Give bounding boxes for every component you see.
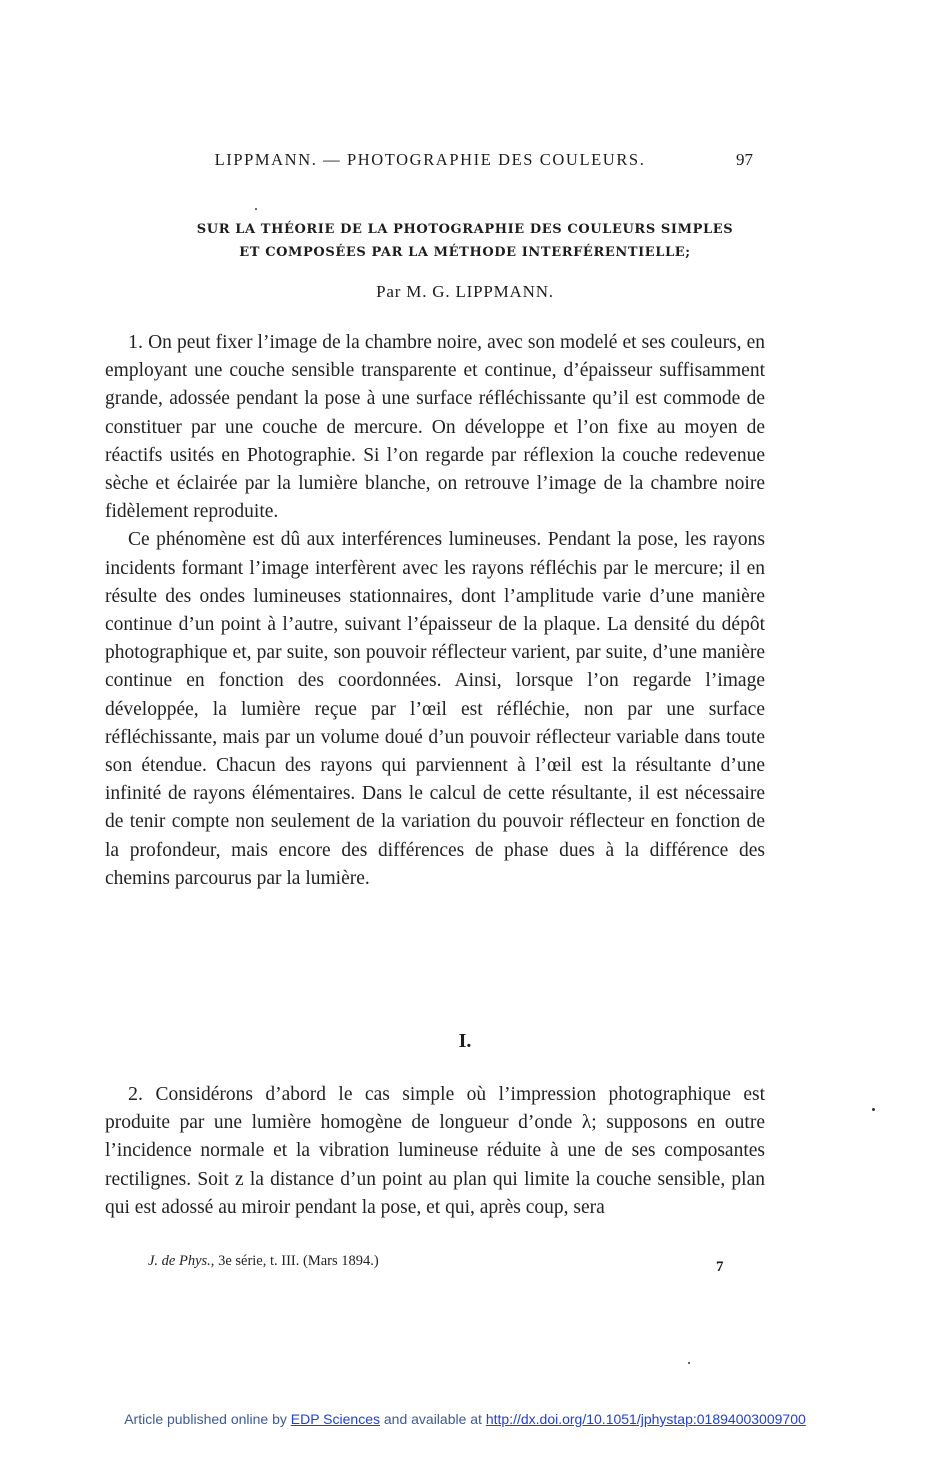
running-header (0, 150, 930, 174)
paragraph-number-2: 2. (128, 1083, 143, 1105)
publisher-notice (0, 1411, 930, 1427)
journal-volume: 3e série, t. III. (Mars 1894.) (218, 1253, 379, 1269)
margin-dot (872, 1108, 875, 1111)
article-title-line-1: SUR LA THÉORIE DE LA PHOTOGRAPHIE DES COULEURS SIMPLES (196, 222, 734, 237)
paragraph-3-text: Considérons d’abord le cas simple où l’impression photographique est produite par une lumière homogène de longueur d’onde λ; supposons en outre l’incidence normale et la vibration lumineuse réduite à une de ses composantes rectilignes. Soit z la distance d’un point au plan qui limite la couche sensible, plan qui est adossé au miroir pendant la pose, et qui, après coup, sera (105, 1084, 766, 1218)
paragraph-1-text: On peut fixer l’image de la chambre noire, avec son modelé et ses couleurs, en employant une couche sensible transparente et continue, d’épaisseur suffisamment grande, adossée pendant la pose à une surface réfléchissante qu’il est commode de constituer par une couche de mercure. On développe et l’on fixe au moyen de réactifs usités en Photographie. Si l’on regarde par réflexion la couche redevenue sèche et éclairée par la lumière blanche, on retrouve l’image de la chambre noire fidèlement reproduite. (105, 332, 766, 523)
doi-link[interactable]: http://dx.doi.org/10.1051/jphystap:01894003009700 (485, 1411, 806, 1427)
paragraph-2: Ce phénomène est dû aux interférences lumineuses. Pendant la pose, les rayons incidents formant l’image interfèrent avec les rayons réfléchis par le mercure; il en résulte des ondes lumineuses stationnaires, dont l’amplitude varie d’une manière continue d’un point à l’autre, suivant l’épaisseur de la plaque. La densité du dépôt photographique et, par suite, son pouvoir réflecteur varient, par suite, d’une manière continue en fonction des coordonnées. Ainsi, lorsque l’on regarde l’image développée, la lumière reçue par l’œil est réfléchie, non par une surface réfléchissante, mais par un volume doué d’un pouvoir réflecteur variable dans toute son étendue. Chacun des rayons qui parviennent à l’œil est la résultante d’une infinité de rayons élémentaires. Dans le calcul de cette résultante, il est nécessaire de tenir compte non seulement de la variation du pouvoir réflecteur en fonction de la profondeur, mais encore des différences de phase dues à la différence des chemins parcourus par la lumière. (105, 529, 765, 889)
body-text-block-2 (105, 1080, 765, 1222)
header-dot (255, 208, 257, 210)
bottom-dot (688, 1362, 690, 1364)
paragraph-1 (105, 328, 765, 526)
body-text-block-1 (105, 328, 765, 893)
journal-name: J. de Phys., (148, 1253, 215, 1269)
paragraph-number-1: 1. (128, 331, 143, 353)
article-title-line-2: ET COMPOSÉES PAR LA MÉTHODE INTERFÉRENTIELLE; (239, 245, 691, 260)
journal-citation (148, 1253, 379, 1270)
paragraph-3 (105, 1080, 765, 1222)
sheet-number: 7 (716, 1259, 724, 1275)
edp-sciences-link[interactable]: EDP Sciences (290, 1411, 380, 1427)
publisher-middle: and available at (383, 1411, 482, 1427)
page-number: 97 (736, 150, 753, 169)
author-line: Par M. G. LIPPMANN. (376, 282, 554, 301)
running-title: LIPPMANN. — PHOTOGRAPHIE DES COULEURS. (214, 150, 646, 169)
publisher-prefix: Article published online by (124, 1411, 287, 1427)
section-heading: I. (458, 1030, 472, 1052)
